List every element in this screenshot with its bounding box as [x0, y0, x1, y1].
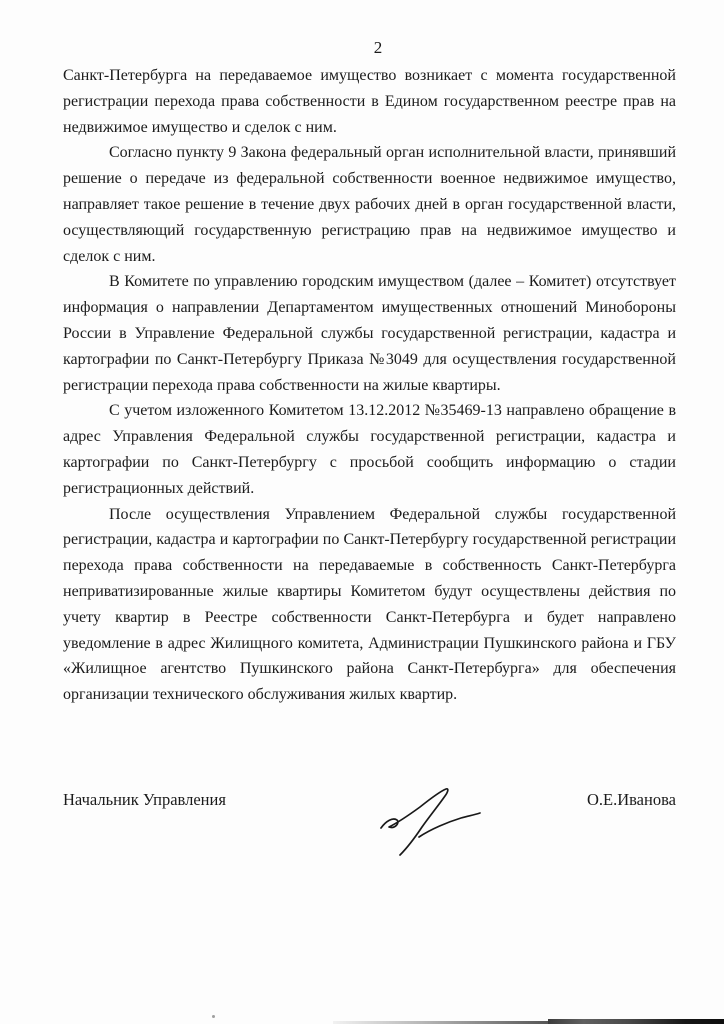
paragraph: С учетом изложенного Комитетом 13.12.2012 №35469-13 направлено обращение в адрес Управления Федеральной службы государственной регистрации, кадастра и картографии по Санкт-Петербургу с просьбой сообщить информацию о стадии регистрационных действий.	[63, 402, 676, 497]
signatory-position-title: Начальник Управления	[63, 790, 226, 809]
paragraph: Согласно пункту 9 Закона федеральный орган исполнительной власти, принявший решение о передаче из федеральной собственности военное недвижимое имущество, направляет такое решение в течение двух рабочих дней в орган государственной власти, осуществляющий государственную регистрацию прав на недвижимое имущество и сделок с ним.	[63, 144, 676, 265]
scan-artifact-bottom-edge-dark	[548, 1019, 724, 1024]
handwritten-signature-scrawl	[358, 773, 538, 863]
paragraph-continuation: Санкт-Петербурга на передаваемое имущество возникает с момента государственной регистрации перехода права собственности в Едином государственном реестре прав на недвижимое имущество и сделок с ним.	[63, 67, 676, 136]
scan-artifact-speck	[212, 1015, 215, 1018]
paragraph: В Комитете по управлению городским имуществом (далее – Комитет) отсутствует информация о направлении Департаментом имущественных отношений Минобороны России в Управление Федеральной службы государственной регистрации, кадастра и картографии по Санкт-Петербургу Приказа №3049 для осуществления государственной регистрации перехода права собственности на жилые квартиры.	[63, 273, 676, 394]
page-number: 2	[373, 38, 383, 57]
document-body	[63, 63, 676, 708]
signatory-name: О.Е.Иванова	[586, 790, 676, 809]
paragraph: После осуществления Управлением Федеральной службы государственной регистрации, кадастра и картографии по Санкт-Петербургу государственной регистрации перехода права собственности на передаваемые в собственность Санкт-Петербурга неприватизированные жилые квартиры Комитетом будут осуществлены действия по учету квартир в Реестре собственности Санкт-Петербурга и будет направлено уведомление в адрес Жилищного комитета, Администрации Пушкинского района и ГБУ «Жилищное агентство Пушкинского района Санкт-Петербурга» для обеспечения организации технического обслуживания жилых квартир.	[63, 505, 676, 704]
